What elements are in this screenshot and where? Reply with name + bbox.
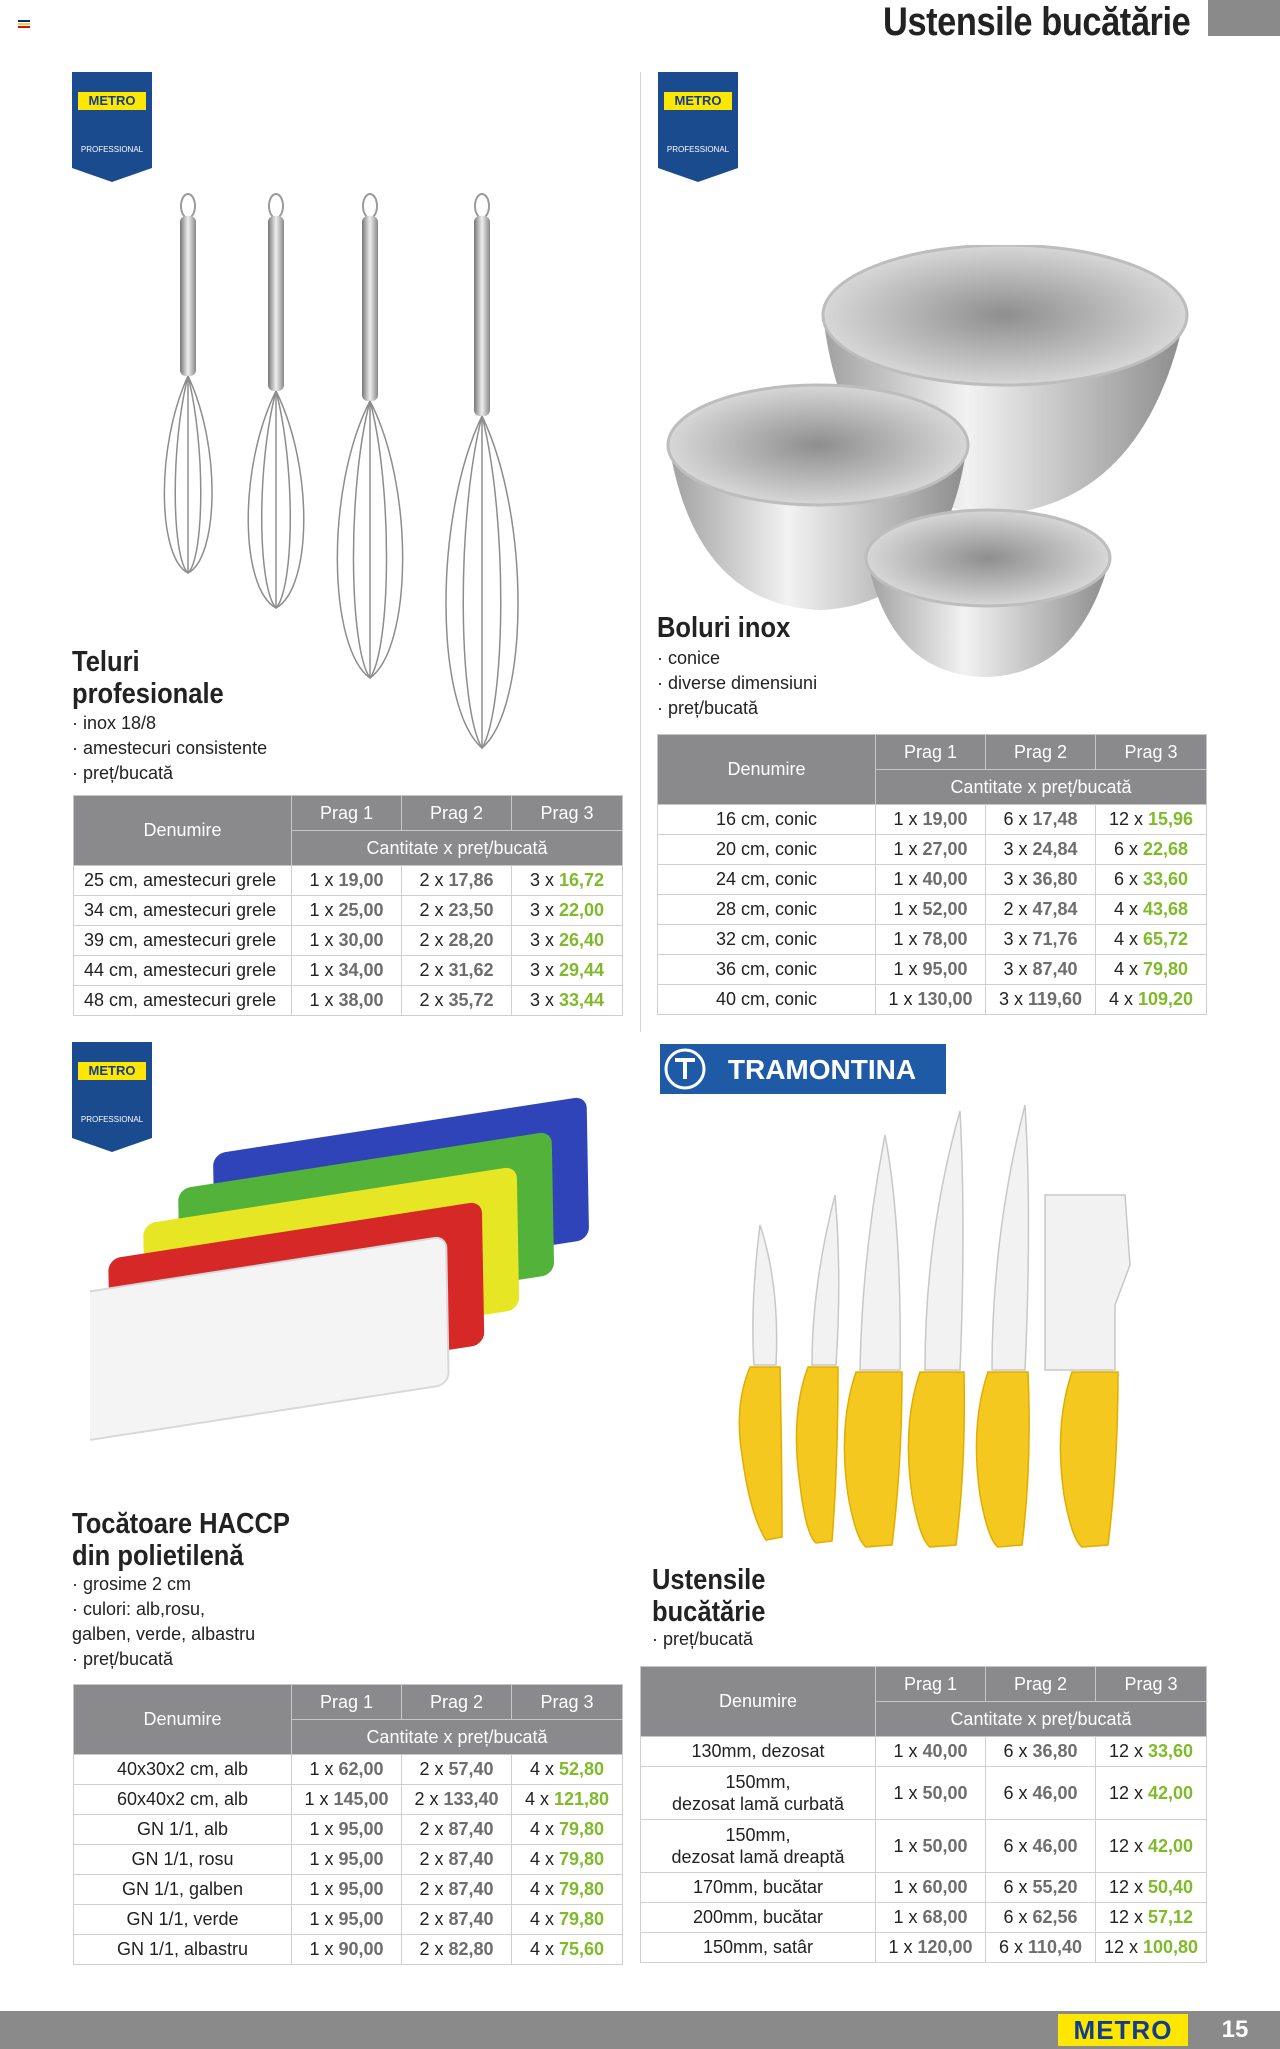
knives-image (720, 1105, 1140, 1555)
price-cell: 2 x 47,84 (986, 895, 1096, 925)
price-cell: 12 x 100,80 (1096, 1933, 1207, 1963)
table-row (658, 985, 1207, 1015)
price-table (73, 1684, 623, 1965)
product-name: 32 cm, conic (658, 925, 876, 955)
product-bullets: · preț/bucată (652, 1629, 754, 1649)
price-cell: 1 x 145,00 (292, 1785, 402, 1815)
header-prag3: Prag 3 (512, 796, 623, 831)
table-row (641, 1933, 1207, 1963)
price-table (73, 795, 623, 1016)
price-cell: 1 x 95,00 (292, 1845, 402, 1875)
price-cell: 1 x 40,00 (876, 865, 986, 895)
product-title: Boluri inox (657, 612, 791, 644)
cutting-boards-image (90, 1095, 625, 1450)
price-cell: 6 x 55,20 (986, 1873, 1096, 1903)
price-cell: 6 x 33,60 (1096, 865, 1207, 895)
product-name: GN 1/1, rosu (74, 1845, 292, 1875)
product-name: 60x40x2 cm, alb (74, 1785, 292, 1815)
price-cell: 1 x 68,00 (876, 1903, 986, 1933)
header-denumire: Denumire (74, 1685, 292, 1755)
product-name: 150mm, dezosat lamă curbată (641, 1767, 876, 1820)
price-cell: 1 x 34,00 (292, 956, 402, 986)
price-cell: 4 x 43,68 (1096, 895, 1207, 925)
badge-sub: PROFESSIONAL (80, 1115, 144, 1124)
header-prag3: Prag 3 (1096, 735, 1207, 770)
price-cell: 6 x 62,56 (986, 1903, 1096, 1933)
table-row (658, 865, 1207, 895)
product-name: 39 cm, amestecuri grele (74, 926, 292, 956)
product-name: 24 cm, conic (658, 865, 876, 895)
price-cell: 4 x 65,72 (1096, 925, 1207, 955)
header-prag3: Prag 3 (512, 1685, 623, 1720)
table-row (74, 926, 623, 956)
price-cell: 12 x 57,12 (1096, 1903, 1207, 1933)
table-row (74, 986, 623, 1016)
column-divider (640, 72, 641, 1032)
price-cell: 1 x 95,00 (292, 1905, 402, 1935)
product-name: 150mm, satâr (641, 1933, 876, 1963)
price-cell: 4 x 79,80 (512, 1905, 623, 1935)
header-prag2: Prag 2 (402, 1685, 512, 1720)
product-name: 40x30x2 cm, alb (74, 1755, 292, 1785)
price-cell: 2 x 133,40 (402, 1785, 512, 1815)
product-name: 200mm, bucătar (641, 1903, 876, 1933)
price-cell: 3 x 24,84 (986, 835, 1096, 865)
product-name: 44 cm, amestecuri grele (74, 956, 292, 986)
table-row (658, 805, 1207, 835)
product-title: Teluri profesionale (72, 646, 224, 710)
flag-icon (18, 20, 30, 28)
price-cell: 1 x 50,00 (876, 1820, 986, 1873)
price-cell: 12 x 42,00 (1096, 1767, 1207, 1820)
price-cell: 1 x 130,00 (876, 985, 986, 1015)
header-denumire: Denumire (658, 735, 876, 805)
table-row (641, 1873, 1207, 1903)
price-cell: 3 x 87,40 (986, 955, 1096, 985)
price-cell: 6 x 110,40 (986, 1933, 1096, 1963)
table-row (74, 866, 623, 896)
table-row (658, 925, 1207, 955)
product-name: GN 1/1, albastru (74, 1935, 292, 1965)
price-cell: 1 x 78,00 (876, 925, 986, 955)
metro-professional-badge (658, 72, 738, 182)
product-bullets: · conice · diverse dimensiuni · preț/bucată (657, 648, 818, 718)
table-row (74, 1755, 623, 1785)
price-table (657, 734, 1207, 1015)
price-cell: 1 x 95,00 (292, 1875, 402, 1905)
price-cell: 12 x 15,96 (1096, 805, 1207, 835)
product-bullets: · inox 18/8 · amestecuri consistente · preț/bucată (72, 713, 268, 783)
price-cell: 3 x 26,40 (512, 926, 623, 956)
table-row (74, 1785, 623, 1815)
page-number: 15 (1221, 2016, 1249, 2043)
price-cell: 2 x 87,40 (402, 1815, 512, 1845)
price-cell: 6 x 17,48 (986, 805, 1096, 835)
badge-brand: METRO (88, 93, 136, 108)
product-name: 34 cm, amestecuri grele (74, 896, 292, 926)
metro-logo: METRO (1058, 2014, 1188, 2046)
price-cell: 2 x 23,50 (402, 896, 512, 926)
metro-professional-badge (72, 72, 152, 182)
table-row (74, 1815, 623, 1845)
price-cell: 1 x 120,00 (876, 1933, 986, 1963)
header-subtitle: Cantitate x preț/bucată (292, 831, 623, 866)
table-row (641, 1903, 1207, 1933)
badge-sub: PROFESSIONAL (80, 145, 144, 154)
price-cell: 1 x 50,00 (876, 1767, 986, 1820)
table-row (74, 1905, 623, 1935)
price-cell: 4 x 79,80 (1096, 955, 1207, 985)
header-prag3: Prag 3 (1096, 1667, 1207, 1702)
price-cell: 1 x 62,00 (292, 1755, 402, 1785)
badge-sub: PROFESSIONAL (666, 145, 730, 154)
price-cell: 2 x 82,80 (402, 1935, 512, 1965)
table-row (641, 1767, 1207, 1820)
tramontina-text: TRAMONTINA (727, 1054, 917, 1085)
product-name: 150mm, dezosat lamă dreaptă (641, 1820, 876, 1873)
badge-brand: METRO (674, 93, 722, 108)
header-prag2: Prag 2 (986, 1667, 1096, 1702)
price-cell: 2 x 87,40 (402, 1905, 512, 1935)
price-cell: 12 x 42,00 (1096, 1820, 1207, 1873)
price-cell: 6 x 22,68 (1096, 835, 1207, 865)
tramontina-logo (660, 1044, 946, 1094)
price-cell: 1 x 27,00 (876, 835, 986, 865)
price-cell: 4 x 75,60 (512, 1935, 623, 1965)
table-row (74, 1845, 623, 1875)
product-name: GN 1/1, alb (74, 1815, 292, 1845)
product-bullets: · grosime 2 cm · culori: alb,rosu, galben, verde, albastru · preț/bucată (72, 1574, 256, 1669)
product-name: GN 1/1, verde (74, 1905, 292, 1935)
header-prag2: Prag 2 (986, 735, 1096, 770)
header-denumire: Denumire (74, 796, 292, 866)
product-name: 20 cm, conic (658, 835, 876, 865)
price-cell: 4 x 79,80 (512, 1845, 623, 1875)
price-cell: 2 x 87,40 (402, 1875, 512, 1905)
table-row (74, 896, 623, 926)
product-title: Tocătoare HACCP din polietilenă (72, 1508, 290, 1572)
price-cell: 4 x 52,80 (512, 1755, 623, 1785)
product-name: 170mm, bucătar (641, 1873, 876, 1903)
price-cell: 6 x 46,00 (986, 1820, 1096, 1873)
price-cell: 3 x 22,00 (512, 896, 623, 926)
product-name: 130mm, dezosat (641, 1737, 876, 1767)
header-prag1: Prag 1 (292, 796, 402, 831)
price-cell: 6 x 36,80 (986, 1737, 1096, 1767)
header-subtitle: Cantitate x preț/bucată (876, 770, 1207, 805)
price-cell: 4 x 121,80 (512, 1785, 623, 1815)
product-name: 28 cm, conic (658, 895, 876, 925)
price-cell: 3 x 29,44 (512, 956, 623, 986)
price-cell: 1 x 95,00 (292, 1815, 402, 1845)
header-subtitle: Cantitate x preț/bucată (292, 1720, 623, 1755)
table-row (74, 1935, 623, 1965)
table-row (658, 895, 1207, 925)
price-cell: 1 x 38,00 (292, 986, 402, 1016)
price-cell: 12 x 33,60 (1096, 1737, 1207, 1767)
price-cell: 2 x 31,62 (402, 956, 512, 986)
title-bar-accent (1208, 0, 1280, 36)
price-cell: 4 x 79,80 (512, 1875, 623, 1905)
product-name: 16 cm, conic (658, 805, 876, 835)
price-cell: 3 x 71,76 (986, 925, 1096, 955)
product-name: 36 cm, conic (658, 955, 876, 985)
product-name: 40 cm, conic (658, 985, 876, 1015)
price-cell: 3 x 16,72 (512, 866, 623, 896)
header-prag1: Prag 1 (876, 1667, 986, 1702)
price-cell: 1 x 30,00 (292, 926, 402, 956)
table-row (658, 835, 1207, 865)
table-row (658, 955, 1207, 985)
price-cell: 4 x 79,80 (512, 1815, 623, 1845)
page-title: Ustensile bucătărie (882, 0, 1190, 44)
price-cell: 4 x 109,20 (1096, 985, 1207, 1015)
table-row (74, 956, 623, 986)
price-cell: 2 x 57,40 (402, 1755, 512, 1785)
price-cell: 2 x 87,40 (402, 1845, 512, 1875)
header-prag1: Prag 1 (292, 1685, 402, 1720)
price-cell: 2 x 28,20 (402, 926, 512, 956)
table-row (74, 1875, 623, 1905)
product-name: 48 cm, amestecuri grele (74, 986, 292, 1016)
price-cell: 12 x 50,40 (1096, 1873, 1207, 1903)
product-name: GN 1/1, galben (74, 1875, 292, 1905)
price-cell: 1 x 25,00 (292, 896, 402, 926)
price-cell: 1 x 90,00 (292, 1935, 402, 1965)
table-row (641, 1737, 1207, 1767)
table-row (641, 1820, 1207, 1873)
price-cell: 1 x 19,00 (876, 805, 986, 835)
product-name: 25 cm, amestecuri grele (74, 866, 292, 896)
product-title: Ustensile bucătărie (652, 1564, 766, 1628)
price-cell: 1 x 40,00 (876, 1737, 986, 1767)
price-cell: 1 x 19,00 (292, 866, 402, 896)
price-cell: 1 x 95,00 (876, 955, 986, 985)
header-prag1: Prag 1 (876, 735, 986, 770)
price-cell: 3 x 36,80 (986, 865, 1096, 895)
price-cell: 6 x 46,00 (986, 1767, 1096, 1820)
badge-brand: METRO (88, 1063, 136, 1078)
price-cell: 1 x 60,00 (876, 1873, 986, 1903)
price-cell: 1 x 52,00 (876, 895, 986, 925)
price-cell: 3 x 33,44 (512, 986, 623, 1016)
price-cell: 3 x 119,60 (986, 985, 1096, 1015)
price-table (640, 1666, 1207, 1963)
header-denumire: Denumire (641, 1667, 876, 1737)
price-cell: 2 x 17,86 (402, 866, 512, 896)
price-cell: 2 x 35,72 (402, 986, 512, 1016)
header-subtitle: Cantitate x preț/bucată (876, 1702, 1207, 1737)
header-prag2: Prag 2 (402, 796, 512, 831)
